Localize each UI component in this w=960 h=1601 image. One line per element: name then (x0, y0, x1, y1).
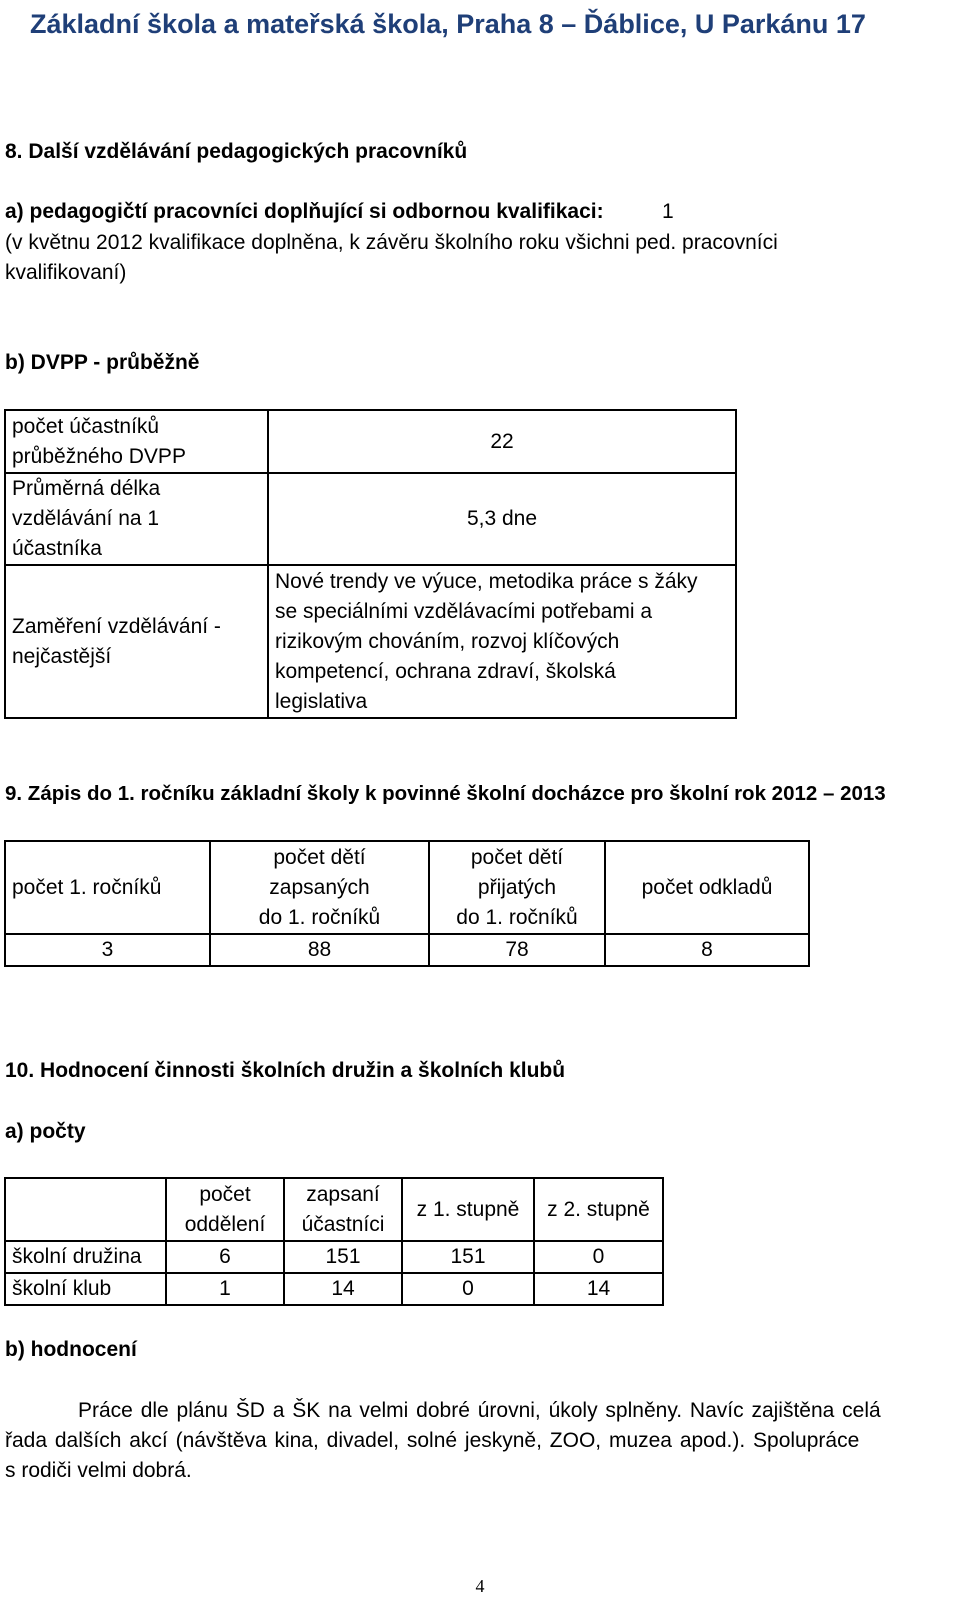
club-header-participants (284, 1178, 402, 1241)
enrollment-table (4, 840, 810, 967)
dvpp-focus-value (268, 565, 736, 718)
table-row (5, 565, 736, 718)
section-8-heading: 8. Další vzdělávání pedagogických pracovníků (5, 140, 468, 163)
enrollment-header-registered (210, 841, 429, 934)
section-10a-label: a) počty (5, 1120, 86, 1143)
cell-text: legislativa (275, 689, 368, 713)
page-number: 4 (475, 1576, 485, 1596)
club-counts-table (4, 1177, 664, 1306)
enrollment-value-classes: 3 (5, 934, 210, 966)
dvpp-duration-label (5, 473, 268, 565)
cell-text: zapsaní (306, 1182, 380, 1206)
dvpp-focus-label (5, 565, 268, 718)
section-10b-label: b) hodnocení (5, 1338, 137, 1361)
cell-text: Nové trendy ve výuce, metodika práce s žáky (275, 569, 698, 593)
club-row-grade2: 0 (534, 1241, 663, 1273)
club-row-grade1: 151 (402, 1241, 534, 1273)
cell-text: vzdělávání na 1 (12, 507, 160, 530)
club-row-grade1: 0 (402, 1273, 534, 1305)
section-8a-note-line2: kvalifikovaní) (5, 261, 127, 284)
section-10-heading: 10. Hodnocení činnosti školních družin a školních klubů (5, 1059, 566, 1082)
club-header-grade2: z 2. stupně (534, 1178, 663, 1241)
cell-text: počet dětí (470, 845, 564, 869)
club-row-participants: 151 (284, 1241, 402, 1273)
dvpp-duration-value: 5,3 dne (268, 473, 736, 565)
dvpp-participants-value: 22 (268, 410, 736, 473)
club-header-departments (166, 1178, 284, 1241)
table-row (5, 1178, 663, 1241)
cell-text: počet (199, 1182, 251, 1206)
club-row-name: školní družina (5, 1241, 166, 1273)
cell-text: kompetencí, ochrana zdraví, školská (275, 659, 616, 683)
cell-text: do 1. ročníků (258, 905, 381, 929)
table-row (5, 410, 736, 473)
cell-text: nejčastější (12, 644, 112, 668)
table-row (5, 473, 736, 565)
enrollment-value-accepted: 78 (429, 934, 605, 966)
dvpp-participants-label (5, 410, 268, 473)
cell-text: přijatých (477, 875, 557, 899)
evaluation-text-line1: Práce dle plánu ŠD a ŠK na velmi dobré úrovni, úkoly splněny. Navíc zajištěna celá (78, 1399, 881, 1422)
cell-text: rizikovým chováním, rozvoj klíčových (275, 629, 620, 653)
club-row-grade2: 14 (534, 1273, 663, 1305)
section-8a-value: 1 (662, 200, 674, 223)
club-row-departments: 1 (166, 1273, 284, 1305)
enrollment-header-classes: počet 1. ročníků (5, 841, 210, 934)
enrollment-value-postponements: 8 (605, 934, 809, 966)
evaluation-text-line3: s rodiči velmi dobrá. (5, 1459, 192, 1482)
enrollment-value-registered: 88 (210, 934, 429, 966)
table-row (5, 841, 809, 934)
club-row-departments: 6 (166, 1241, 284, 1273)
club-row-name: školní klub (5, 1273, 166, 1305)
club-header-empty (5, 1178, 166, 1241)
evaluation-text-line2: řada dalších akcí (návštěva kina, divadel, solné jeskyně, ZOO, muzea apod.). Spolupráce (5, 1429, 860, 1452)
cell-text: do 1. ročníků (456, 905, 578, 929)
table-row (5, 934, 809, 966)
section-8a-label: a) pedagogičtí pracovníci doplňující si odbornou kvalifikaci: (5, 200, 604, 223)
cell-text: počet dětí (273, 845, 366, 869)
section-8a-note-line1: (v květnu 2012 kvalifikace doplněna, k závěru školního roku všichni ped. pracovníci (5, 231, 778, 254)
cell-text: se speciálními vzdělávacími potřebami a (275, 599, 652, 623)
cell-text: průběžného DVPP (12, 444, 186, 468)
club-header-grade1: z 1. stupně (402, 1178, 534, 1241)
page-header-title: Základní škola a mateřská škola, Praha 8 – Ďáblice, U Parkánu 17 (30, 9, 866, 39)
enrollment-header-accepted (429, 841, 605, 934)
cell-text: počet účastníků (12, 414, 160, 438)
dvpp-table (4, 409, 737, 719)
cell-text: účastníka (12, 537, 102, 560)
section-9-heading: 9. Zápis do 1. ročníku základní školy k povinné školní docházce pro školní rok 2012 – 2013 (5, 782, 886, 805)
table-row (5, 1241, 663, 1273)
cell-text: zapsaných (269, 875, 370, 899)
section-8b-label: b) DVPP - průběžně (5, 351, 200, 374)
club-row-participants: 14 (284, 1273, 402, 1305)
cell-text: účastníci (301, 1212, 385, 1236)
cell-text: Průměrná délka (12, 477, 161, 500)
cell-text: oddělení (184, 1212, 266, 1236)
enrollment-header-postponements: počet odkladů (605, 841, 809, 934)
cell-text: Zaměření vzdělávání - (12, 614, 221, 638)
table-row (5, 1273, 663, 1305)
